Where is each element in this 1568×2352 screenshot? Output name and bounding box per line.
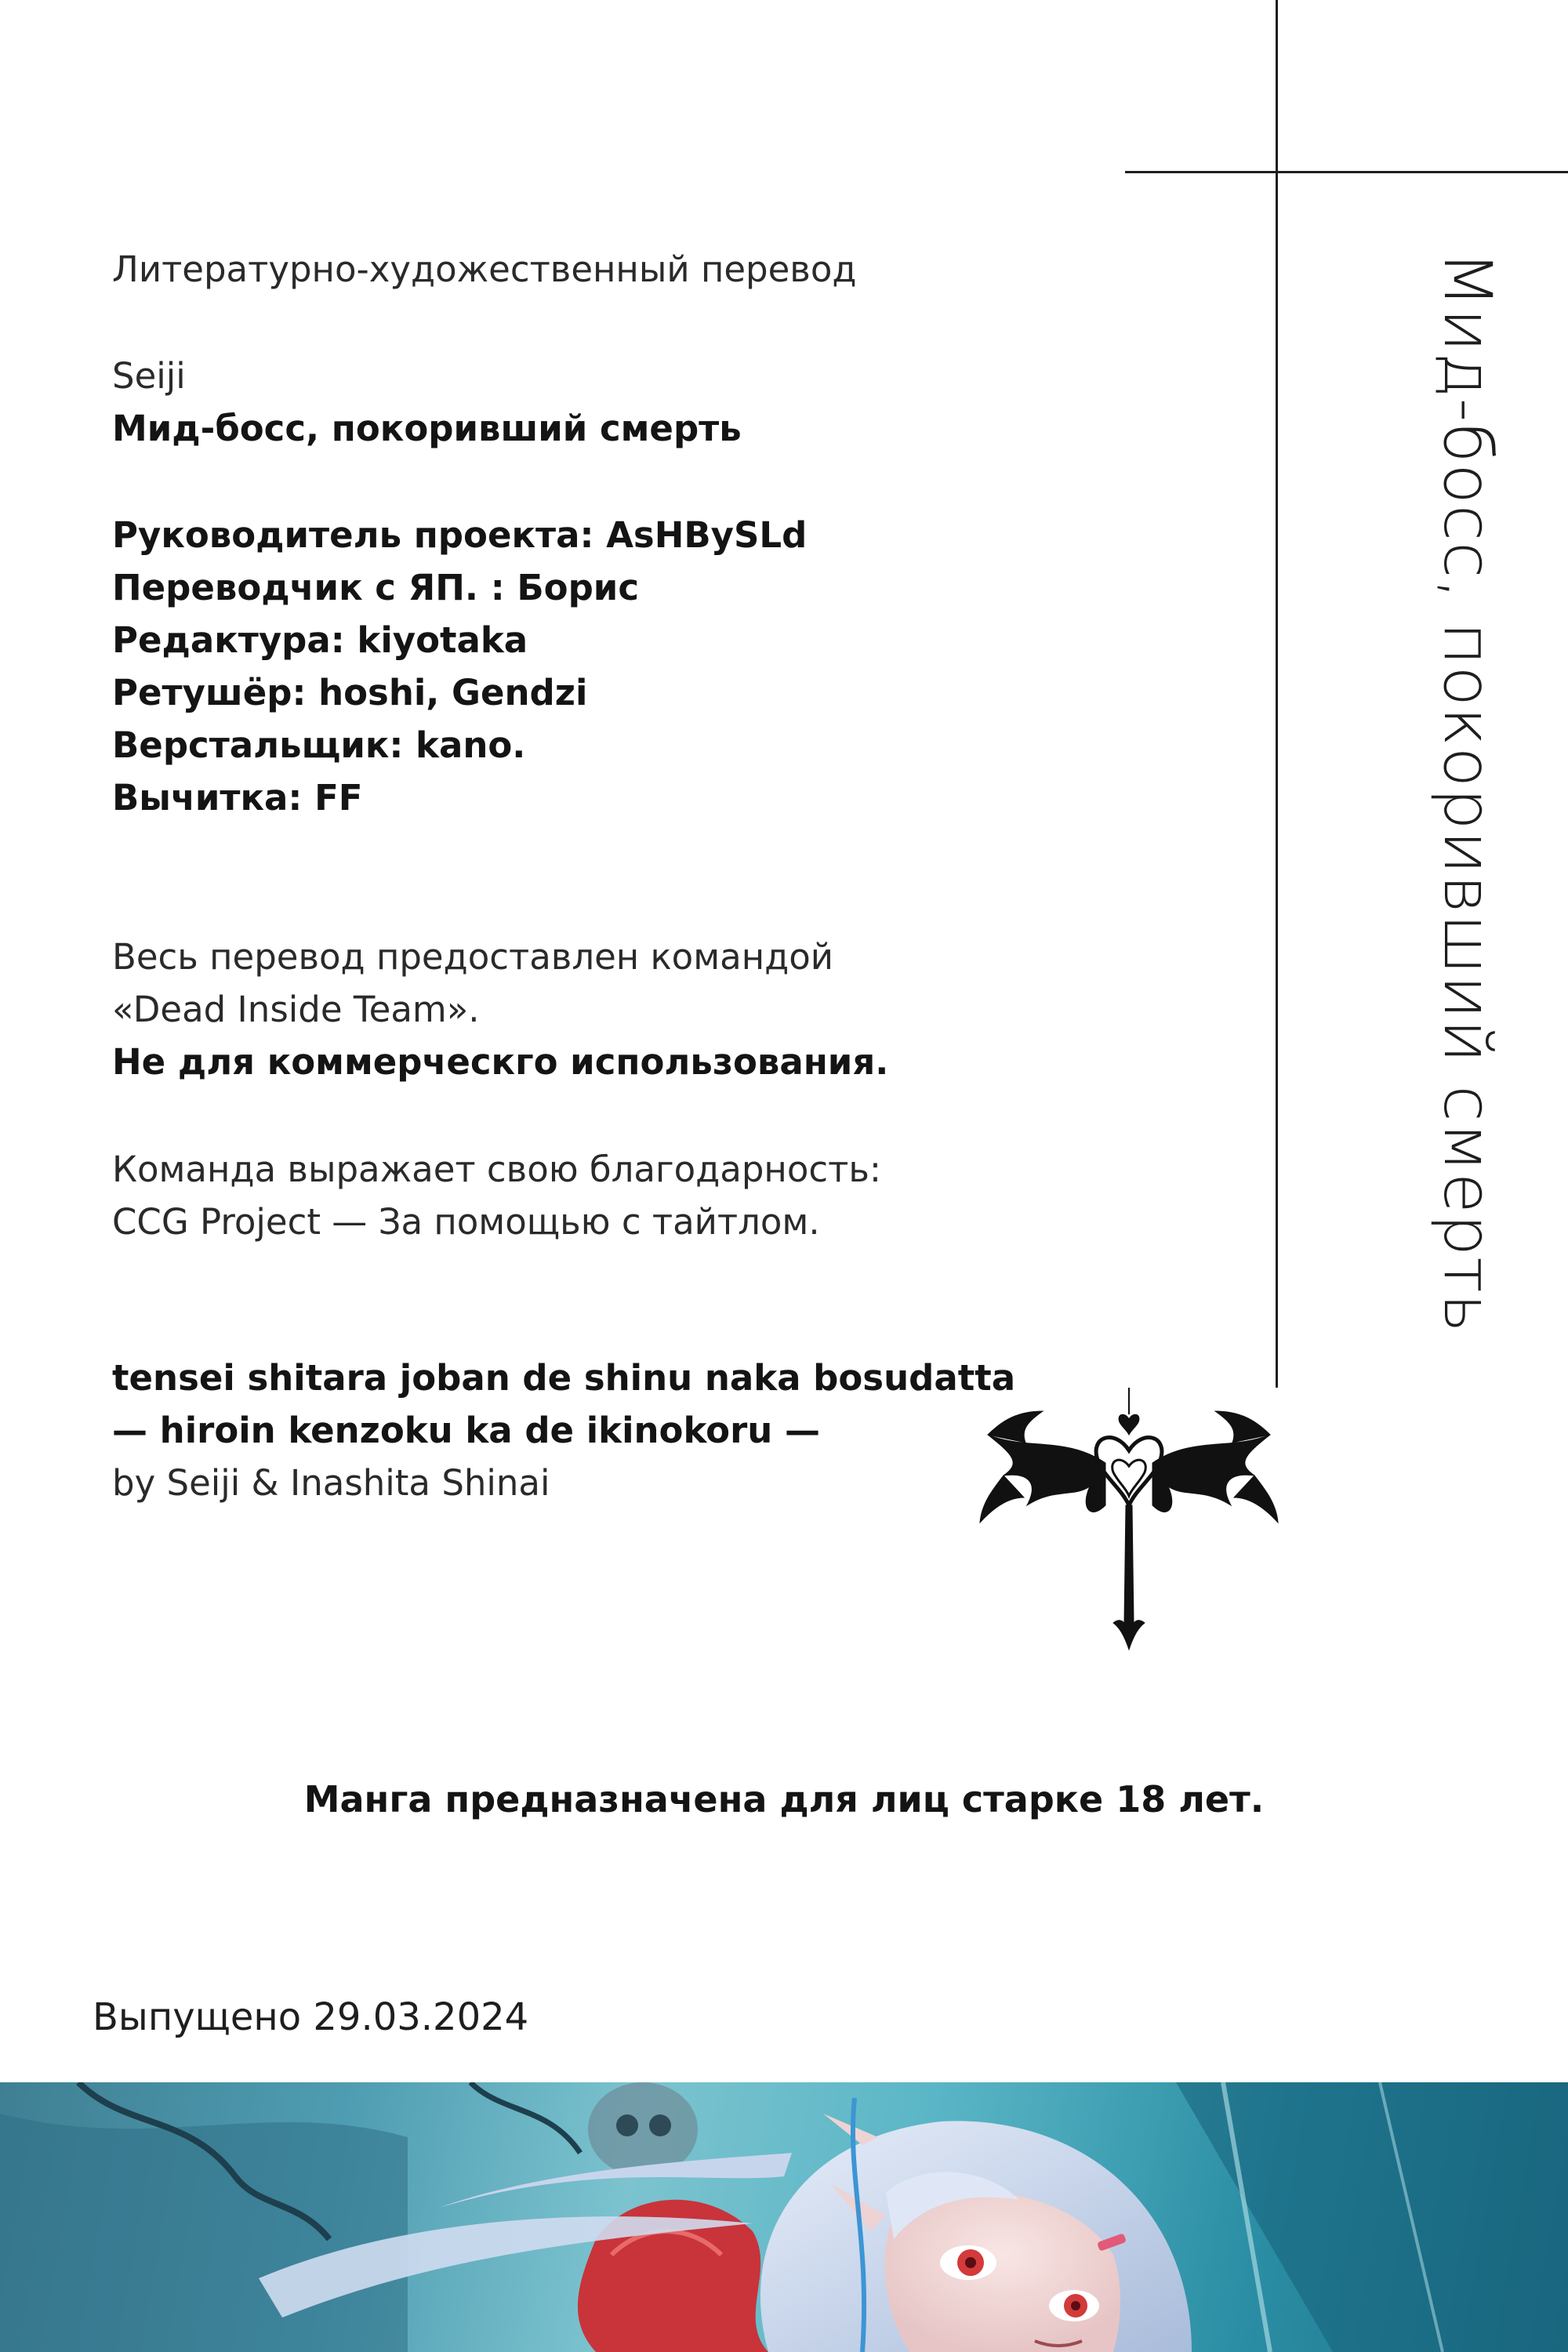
cover-illustration xyxy=(0,2082,1568,2352)
author-name: Seiji xyxy=(112,355,186,397)
translation-notice xyxy=(112,931,888,1088)
vertical-divider-line xyxy=(1276,0,1278,1388)
original-title-line: tensei shitara joban de shinu naka bosudatta xyxy=(112,1357,1016,1399)
original-title-block xyxy=(112,1352,1015,1509)
age-warning: Манга предназначена для лиц старке 18 лет. xyxy=(303,1778,1265,1820)
work-title: Мид-босс, покоривший смерть xyxy=(112,408,742,449)
original-authors: by Seiji & Inashita Shinai xyxy=(112,1462,550,1504)
credit-line: Ретушёр: hoshi, Gendzi xyxy=(112,672,588,713)
horizontal-divider-line xyxy=(1125,171,1568,173)
thanks-block xyxy=(112,1143,881,1248)
credit-line: Верстальщик: kano. xyxy=(112,724,526,766)
release-date: Выпущено 29.03.2024 xyxy=(93,1995,529,2039)
translation-type-heading: Литературно-художественный перевод xyxy=(112,249,857,290)
thanks-heading: Команда выражает свою благодарность: xyxy=(112,1149,882,1190)
vertical-title: Мид-босс, покоривший смерть xyxy=(1429,251,1506,1334)
credits-list xyxy=(112,509,807,824)
gothic-heart-emblem xyxy=(972,1388,1286,1658)
team-name: «Dead Inside Team». xyxy=(112,989,480,1030)
credit-line: Редактура: kiyotaka xyxy=(112,619,528,661)
notice-line: Весь перевод предоставлен командой xyxy=(112,936,834,978)
work-block xyxy=(112,350,742,455)
credit-line: Вычитка: FF xyxy=(112,777,363,818)
credit-line: Переводчик с ЯП. : Борис xyxy=(112,567,639,608)
thanks-line: CCG Project — За помощью с тайтлом. xyxy=(112,1201,820,1243)
original-subtitle-line: — hiroin kenzoku ka de ikinokoru — xyxy=(112,1410,820,1451)
non-commercial-notice: Не для коммерческго использования. xyxy=(112,1041,889,1083)
translation-type-block xyxy=(112,243,856,296)
credit-line: Руководитель проекта: AsHBySLd xyxy=(112,514,808,556)
